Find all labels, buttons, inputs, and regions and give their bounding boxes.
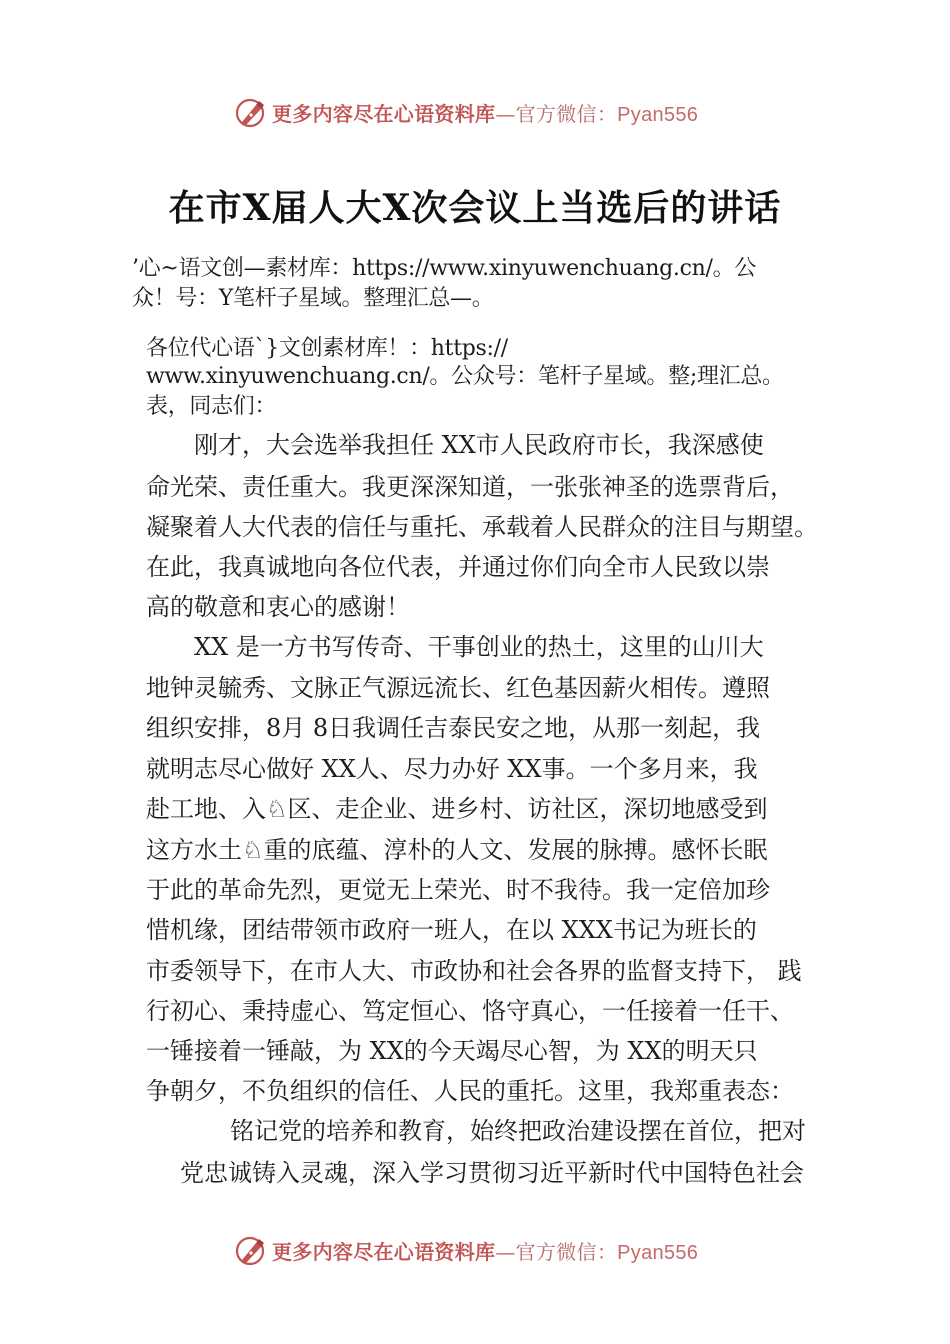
watermark-dash: — (495, 1240, 516, 1264)
paragraph-line: XX 是一方书写传奇、干事创业的热土，这里的山川大 (194, 633, 764, 661)
paragraph-line: 争朝夕，不负组织的信任、人民的重托。这里，我郑重表态： (146, 1077, 794, 1105)
pen-nib-logo-icon (234, 1234, 268, 1268)
paragraph-line: 赴工地、入♘区、走企业、进乡村、访社区，深切地感受到 (146, 795, 768, 823)
watermark-banner-bottom (0, 1232, 950, 1272)
greeting-line: 各位代心语`}文创素材库！：https:// (146, 336, 508, 361)
paragraph-line: 命光荣、责任重大。我更深深知道，一张张神圣的选票背后， (146, 473, 794, 501)
paragraph-line: 市委领导下，在市人大、市政协和社会各界的监督支持下， 践 (146, 957, 802, 985)
watermark-text (272, 1238, 698, 1267)
paragraph-line: 刚才，大会选举我担任 XX市人民政府市长，我深感使 (194, 431, 764, 459)
paragraph-line: 地钟灵毓秀、文脉正气源远流长、红色基因薪火相传。遵照 (146, 674, 770, 702)
source-line: 众！号：Y笔杆子星域。整理汇总—。 (132, 286, 494, 311)
paragraph-line: 惜机缘，团结带领市政府一班人，在以 XXX书记为班长的 (146, 916, 757, 944)
paragraph-line: 高的敬意和衷心的感谢！ (146, 593, 410, 621)
paragraph-line: 就明志尽心做好 XX人、尽力办好 XX事。一个多月来，我 (146, 755, 758, 783)
paragraph-line: 铭记党的培养和教育，始终把政治建设摆在首位，把对 (230, 1117, 806, 1145)
source-line: ’心~语文创—素材库：https://www.xinyuwenchuang.cn/。公 (132, 256, 757, 281)
pen-nib-logo-icon (234, 96, 268, 130)
paragraph-line: 行初心、秉持虚心、笃定恒心、恪守真心，一任接着一任干、 (146, 997, 794, 1025)
document-title: 在市X届人大X次会议上当选后的讲话 (168, 187, 782, 229)
paragraph-line: 党忠诚铸入灵魂，深入学习贯彻习近平新时代中国特色社会 (180, 1159, 804, 1187)
watermark-banner-top (0, 94, 950, 134)
greeting-line: 表，同志们： (146, 394, 277, 419)
paragraph-line: 组织安排，8月 8日我调任吉泰民安之地，从那一刻起，我 (146, 714, 761, 742)
watermark-account: Pyan556 (617, 1242, 699, 1264)
greeting-line: www.xinyuwenchuang.cn/。公众号：笔杆子星域。整;理汇总。 (146, 364, 784, 389)
watermark-brand: 更多内容尽在心语资料库 (272, 102, 496, 126)
paragraph-line: 一锤接着一锤敲，为 XX的今天竭尽心智，为 XX的明天只 (146, 1037, 758, 1065)
paragraph-line: 在此，我真诚地向各位代表，并通过你们向全市人民致以崇 (146, 553, 770, 581)
paragraph-line: 这方水土♘重的底蕴、淳朴的人文、发展的脉搏。感怀长眠 (146, 836, 768, 864)
watermark-brand: 更多内容尽在心语资料库 (272, 1240, 496, 1264)
watermark-account: Pyan556 (617, 104, 699, 126)
paragraph-line: 凝聚着人大代表的信任与重托、承载着人民群众的注目与期望。 (146, 513, 818, 541)
watermark-official: 官方微信： (515, 1240, 618, 1264)
watermark-official: 官方微信： (515, 102, 618, 126)
watermark-dash: — (495, 102, 516, 126)
watermark-text (272, 100, 698, 129)
paragraph-line: 于此的革命先烈，更觉无上荣光、时不我待。我一定倍加珍 (146, 876, 770, 904)
